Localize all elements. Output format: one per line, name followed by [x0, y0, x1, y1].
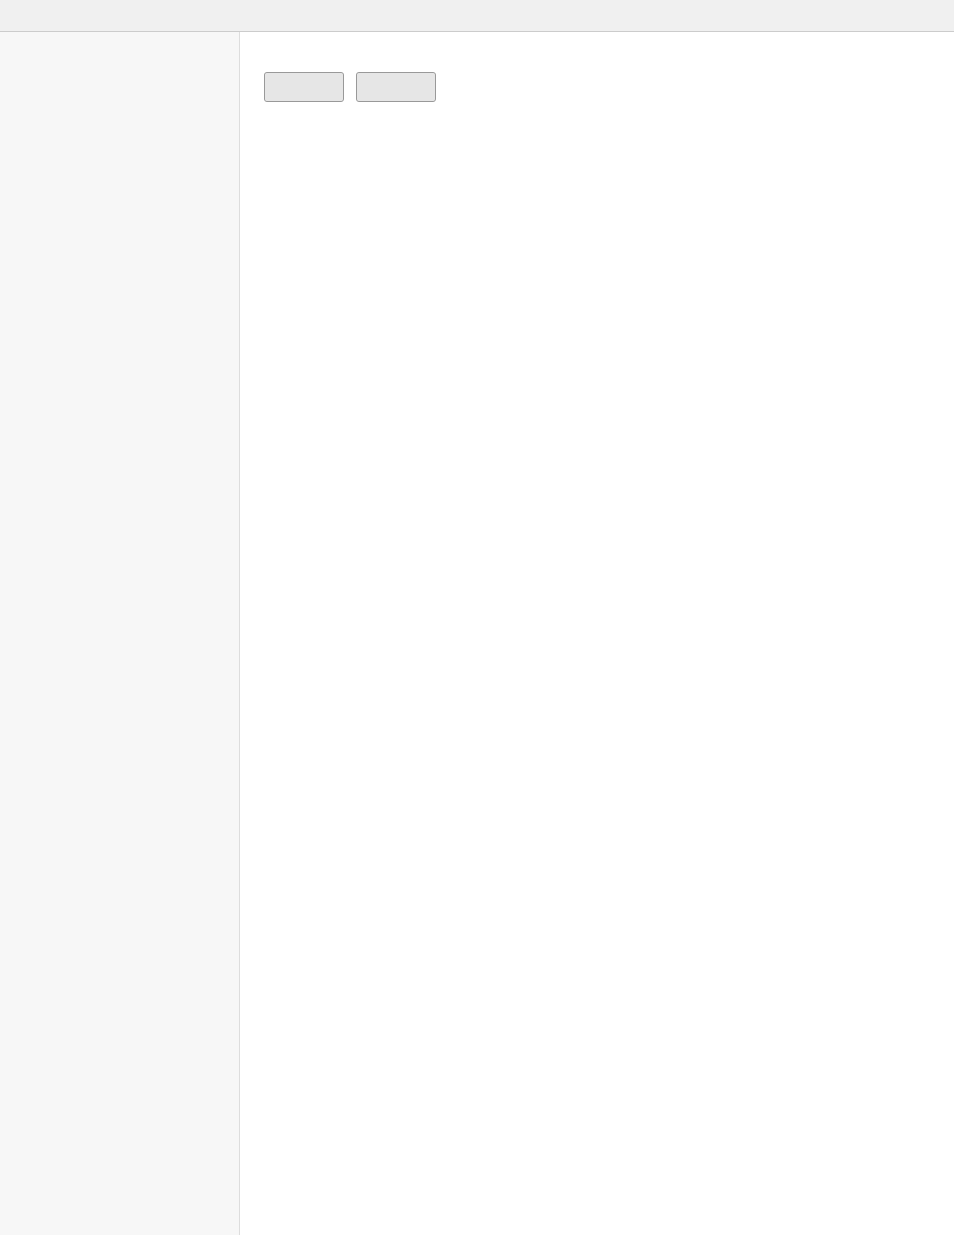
menu-bar — [0, 0, 954, 32]
sidebar-item[interactable] — [12, 64, 227, 80]
sidebar-item[interactable] — [12, 84, 227, 100]
sidebar-item[interactable] — [12, 104, 227, 120]
content-area — [0, 32, 954, 1235]
sidebar-item[interactable] — [12, 124, 227, 140]
sidebar — [0, 32, 240, 1235]
primary-button[interactable] — [264, 72, 344, 102]
sidebar-item[interactable] — [12, 44, 227, 60]
secondary-button[interactable] — [356, 72, 436, 102]
main-panel — [240, 32, 954, 1235]
